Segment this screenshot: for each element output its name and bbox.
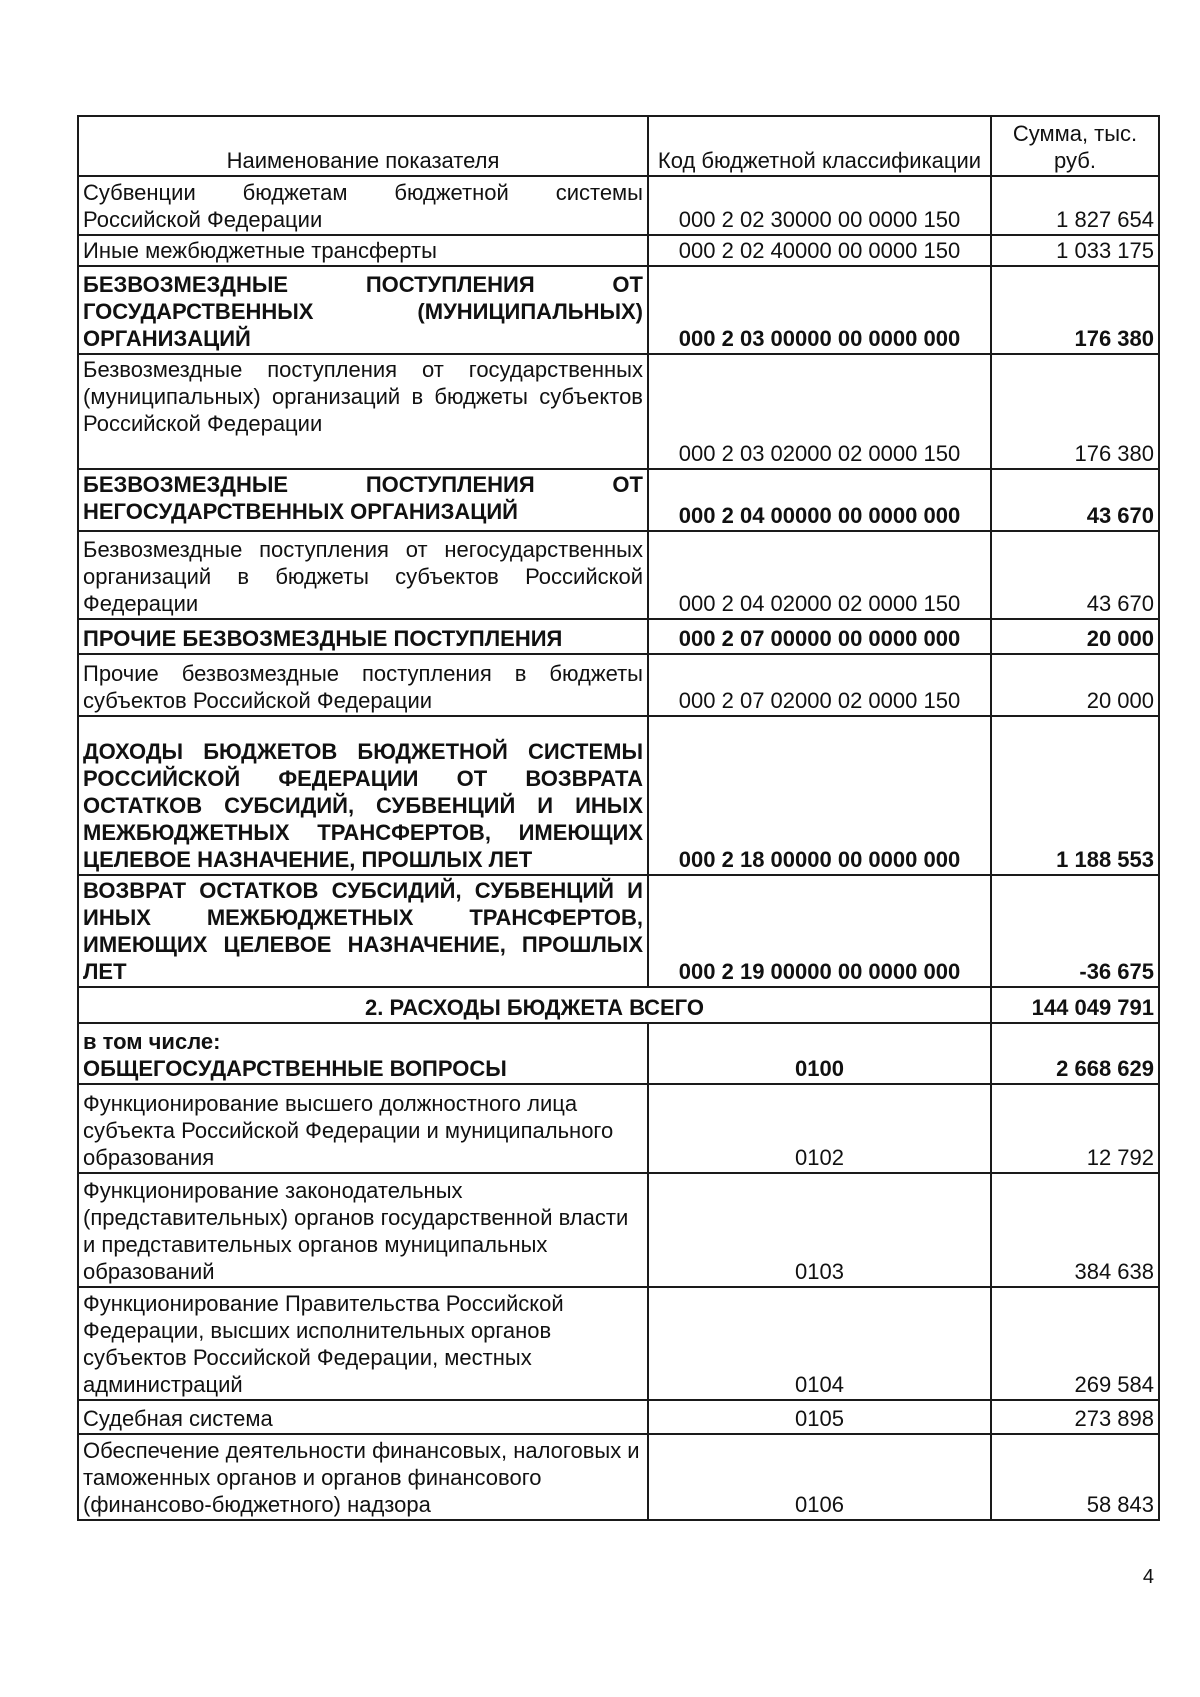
row-sum: 58 843 (991, 1434, 1159, 1520)
row-code: 0103 (648, 1173, 991, 1287)
row-name: Прочие безвозмездные поступления в бюджеты субъектов Российской Федерации (78, 654, 648, 716)
header-sum: Сумма, тыс. руб. (991, 116, 1159, 176)
row-code: 0106 (648, 1434, 991, 1520)
expenses-total-row (78, 987, 1159, 1023)
table-row (78, 1287, 1159, 1400)
general-section-prefix: в том числе: (83, 1029, 221, 1054)
row-sum: 1 827 654 (991, 176, 1159, 235)
table-row (78, 469, 1159, 531)
row-code: 000 2 07 00000 00 0000 000 (648, 619, 991, 654)
general-section-sum: 2 668 629 (991, 1023, 1159, 1084)
table-row (78, 1434, 1159, 1520)
row-name: Обеспечение деятельности финансовых, налоговых и таможенных органов и органов финансового (финансово-бюджетного) надзора (78, 1434, 648, 1520)
row-name: Функционирование Правительства Российской Федерации, высших исполнительных органов субъектов Российской Федерации, местных администраций (78, 1287, 648, 1400)
row-code: 000 2 07 02000 02 0000 150 (648, 654, 991, 716)
general-section-code: 0100 (648, 1023, 991, 1084)
row-name: Судебная система (78, 1400, 648, 1434)
row-name: Безвозмездные поступления от негосударственных организаций в бюджеты субъектов Российской Федерации (78, 531, 648, 619)
general-section-title: ОБЩЕГОСУДАРСТВЕННЫЕ ВОПРОСЫ (83, 1056, 507, 1081)
row-code: 000 2 02 40000 00 0000 150 (648, 235, 991, 266)
row-name: Субвенции бюджетам бюджетной системы Российской Федерации (78, 176, 648, 235)
table-row (78, 654, 1159, 716)
row-name: ДОХОДЫ БЮДЖЕТОВ БЮДЖЕТНОЙ СИСТЕМЫ РОССИЙСКОЙ ФЕДЕРАЦИИ ОТ ВОЗВРАТА ОСТАТКОВ СУБСИДИЙ, СУБВЕНЦИЙ И ИНЫХ МЕЖБЮДЖЕТНЫХ ТРАНСФЕРТОВ, ИМЕЮЩИХ ЦЕЛЕВОЕ НАЗНАЧЕНИЕ, ПРОШЛЫХ ЛЕТ (78, 716, 648, 875)
table-row (78, 266, 1159, 354)
table-row (78, 875, 1159, 987)
table-row (78, 235, 1159, 266)
row-code: 000 2 02 30000 00 0000 150 (648, 176, 991, 235)
row-sum: -36 675 (991, 875, 1159, 987)
row-code: 000 2 18 00000 00 0000 000 (648, 716, 991, 875)
row-sum: 20 000 (991, 654, 1159, 716)
row-code: 000 2 04 00000 00 0000 000 (648, 469, 991, 531)
row-code: 0104 (648, 1287, 991, 1400)
row-code: 000 2 03 02000 02 0000 150 (648, 354, 991, 469)
table-row (78, 619, 1159, 654)
row-name: ВОЗВРАТ ОСТАТКОВ СУБСИДИЙ, СУБВЕНЦИЙ И ИНЫХ МЕЖБЮДЖЕТНЫХ ТРАНСФЕРТОВ, ИМЕЮЩИХ ЦЕЛЕВОЕ НАЗНАЧЕНИЕ, ПРОШЛЫХ ЛЕТ (78, 875, 648, 987)
row-code: 0105 (648, 1400, 991, 1434)
row-name: Безвозмездные поступления от государственных (муниципальных) организаций в бюджеты субъектов Российской Федерации (78, 354, 648, 469)
row-code: 000 2 03 00000 00 0000 000 (648, 266, 991, 354)
row-name: Иные межбюджетные трансферты (78, 235, 648, 266)
expenses-total-sum: 144 049 791 (991, 987, 1159, 1023)
budget-table (77, 115, 1160, 1521)
table-header-row (78, 116, 1159, 176)
table-row (78, 531, 1159, 619)
row-sum: 12 792 (991, 1084, 1159, 1173)
general-section-row (78, 1023, 1159, 1084)
table-row (78, 1400, 1159, 1434)
row-name: ПРОЧИЕ БЕЗВОЗМЕЗДНЫЕ ПОСТУПЛЕНИЯ (78, 619, 648, 654)
row-sum: 273 898 (991, 1400, 1159, 1434)
expenses-total-title: 2. РАСХОДЫ БЮДЖЕТА ВСЕГО (78, 987, 991, 1023)
table-row (78, 1084, 1159, 1173)
table-row (78, 716, 1159, 875)
row-sum: 20 000 (991, 619, 1159, 654)
row-name: БЕЗВОЗМЕЗДНЫЕ ПОСТУПЛЕНИЯ ОТ ГОСУДАРСТВЕННЫХ (МУНИЦИПАЛЬНЫХ) ОРГАНИЗАЦИЙ (78, 266, 648, 354)
table-row (78, 1173, 1159, 1287)
row-name: Функционирование законодательных (представительных) органов государственной власти и представительных органов муниципальных образований (78, 1173, 648, 1287)
row-sum: 176 380 (991, 354, 1159, 469)
table-row (78, 354, 1159, 469)
general-section-name (78, 1023, 648, 1084)
header-code: Код бюджетной классификации (648, 116, 991, 176)
row-sum: 384 638 (991, 1173, 1159, 1287)
row-sum: 43 670 (991, 531, 1159, 619)
page-number: 4 (1142, 1566, 1154, 1588)
row-name: БЕЗВОЗМЕЗДНЫЕ ПОСТУПЛЕНИЯ ОТ НЕГОСУДАРСТВЕННЫХ ОРГАНИЗАЦИЙ (78, 469, 648, 531)
row-code: 000 2 19 00000 00 0000 000 (648, 875, 991, 987)
row-code: 000 2 04 02000 02 0000 150 (648, 531, 991, 619)
row-sum: 176 380 (991, 266, 1159, 354)
row-sum: 1 188 553 (991, 716, 1159, 875)
row-code: 0102 (648, 1084, 991, 1173)
table-row (78, 176, 1159, 235)
row-name: Функционирование высшего должностного лица субъекта Российской Федерации и муниципального образования (78, 1084, 648, 1173)
row-sum: 269 584 (991, 1287, 1159, 1400)
row-sum: 43 670 (991, 469, 1159, 531)
header-name: Наименование показателя (78, 116, 648, 176)
row-sum: 1 033 175 (991, 235, 1159, 266)
